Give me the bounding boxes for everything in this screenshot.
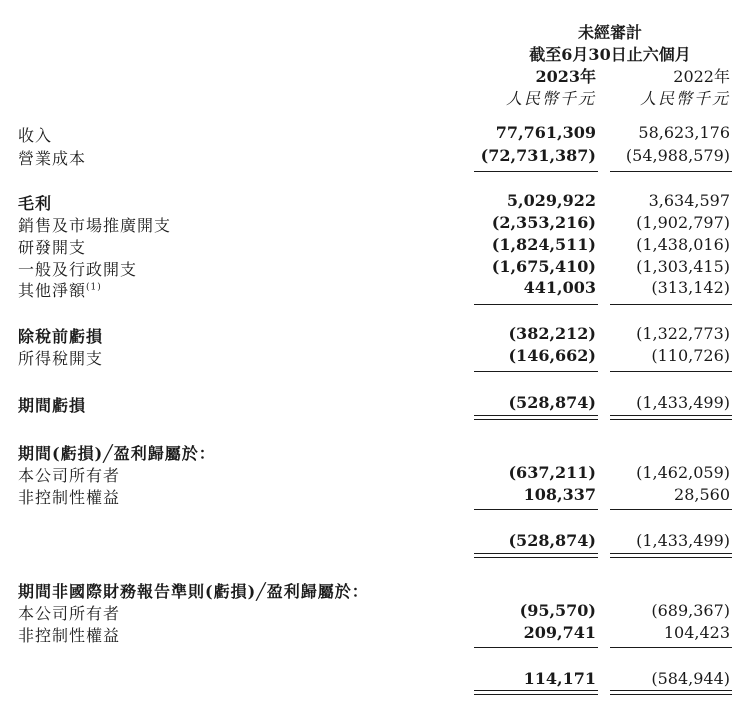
row-prior-ifrs-total: (584,944) xyxy=(651,669,730,688)
row-prior-nci: 28,560 xyxy=(674,485,730,504)
row-prior-ga: (1,303,415) xyxy=(636,257,730,276)
row-current-attrib-total: (528,874) xyxy=(508,531,596,550)
rule-double-top xyxy=(610,690,732,691)
rule-double-top xyxy=(474,553,598,554)
row-current-other: 441,003 xyxy=(523,278,596,297)
row-label-rnd: 研發開支 xyxy=(18,238,87,257)
row-label-ifrs-nci: 非控制性權益 xyxy=(18,626,121,645)
row-label-lbt: 除稅前虧損 xyxy=(18,327,104,346)
rule-single xyxy=(610,647,732,648)
row-prior-cost: (54,988,579) xyxy=(625,146,730,165)
row-current-owners: (637,211) xyxy=(508,463,596,482)
row-current-revenue: 77,761,309 xyxy=(495,123,596,142)
rule-single xyxy=(610,509,732,510)
row-prior-rnd: (1,438,016) xyxy=(636,235,730,254)
row-current-cost: (72,731,387) xyxy=(480,146,596,165)
header-year-prior: 2022年 xyxy=(673,67,730,86)
row-current-gross-profit: 5,029,922 xyxy=(506,191,596,210)
rule-double-bottom xyxy=(474,419,598,420)
row-prior-ifrs-nci: 104,423 xyxy=(663,623,730,642)
row-current-lbt: (382,212) xyxy=(508,324,596,343)
rule-double-top xyxy=(474,415,598,416)
row-prior-revenue: 58,623,176 xyxy=(638,123,730,142)
row-current-ifrs-owners: (95,570) xyxy=(519,601,596,620)
rule-single xyxy=(474,509,598,510)
row-prior-owners: (1,462,059) xyxy=(636,463,730,482)
rule-single xyxy=(610,304,732,305)
rule-single xyxy=(610,371,732,372)
rule-double-bottom xyxy=(474,694,598,695)
row-prior-loss-period: (1,433,499) xyxy=(636,393,730,412)
rule-single xyxy=(474,304,598,305)
footnote-marker: (1) xyxy=(86,282,102,293)
rule-double-bottom xyxy=(610,557,732,558)
row-current-ifrs-nci: 209,741 xyxy=(523,623,596,642)
rule-double-top xyxy=(610,415,732,416)
rule-single xyxy=(474,171,598,172)
row-label-other xyxy=(18,278,102,301)
header-unit-current: 人民幣千元 xyxy=(505,89,596,108)
row-current-loss-period: (528,874) xyxy=(508,393,596,412)
rule-double-top xyxy=(610,553,732,554)
row-current-tax: (146,662) xyxy=(508,346,596,365)
rule-single xyxy=(474,371,598,372)
rule-single xyxy=(610,171,732,172)
rule-double-bottom xyxy=(610,419,732,420)
row-label-selling: 銷售及市場推廣開支 xyxy=(18,216,172,235)
row-label-ga: 一般及行政開支 xyxy=(18,260,138,279)
row-label-owners: 本公司所有者 xyxy=(18,466,121,485)
row-label-nci: 非控制性權益 xyxy=(18,488,121,507)
header-period: 截至6月30日止六個月 xyxy=(529,45,691,64)
row-current-ifrs-total: 114,171 xyxy=(523,669,596,688)
rule-double-bottom xyxy=(474,557,598,558)
row-current-selling: (2,353,216) xyxy=(491,213,596,232)
row-label-loss-period: 期間虧損 xyxy=(18,396,87,415)
rule-double-bottom xyxy=(610,694,732,695)
row-current-ga: (1,675,410) xyxy=(491,257,596,276)
rule-double-top xyxy=(474,690,598,691)
row-prior-gross-profit: 3,634,597 xyxy=(648,191,730,210)
row-prior-selling: (1,902,797) xyxy=(636,213,730,232)
row-current-rnd: (1,824,511) xyxy=(491,235,596,254)
row-prior-other: (313,142) xyxy=(651,278,730,297)
row-prior-attrib-total: (1,433,499) xyxy=(636,531,730,550)
header-year-current: 2023年 xyxy=(535,67,596,86)
row-label-cost: 營業成本 xyxy=(18,149,87,168)
section-heading-attribution: 期間(虧損)╱盈利歸屬於： xyxy=(18,444,216,463)
header-unaudited: 未經審計 xyxy=(577,23,642,42)
row-label-ifrs-owners: 本公司所有者 xyxy=(18,604,121,623)
row-current-nci: 108,337 xyxy=(523,485,596,504)
header-unit-prior: 人民幣千元 xyxy=(639,89,730,108)
row-label-other-text: 其他淨額 xyxy=(18,281,87,300)
row-prior-tax: (110,726) xyxy=(651,346,730,365)
row-label-revenue: 收入 xyxy=(18,126,53,145)
section-heading-non-ifrs: 期間非國際財務報告準則(虧損)╱盈利歸屬於： xyxy=(18,582,369,601)
row-prior-lbt: (1,322,773) xyxy=(636,324,730,343)
row-prior-ifrs-owners: (689,367) xyxy=(651,601,730,620)
row-label-gross-profit: 毛利 xyxy=(18,194,53,213)
row-label-tax: 所得稅開支 xyxy=(18,349,104,368)
rule-single xyxy=(474,647,598,648)
